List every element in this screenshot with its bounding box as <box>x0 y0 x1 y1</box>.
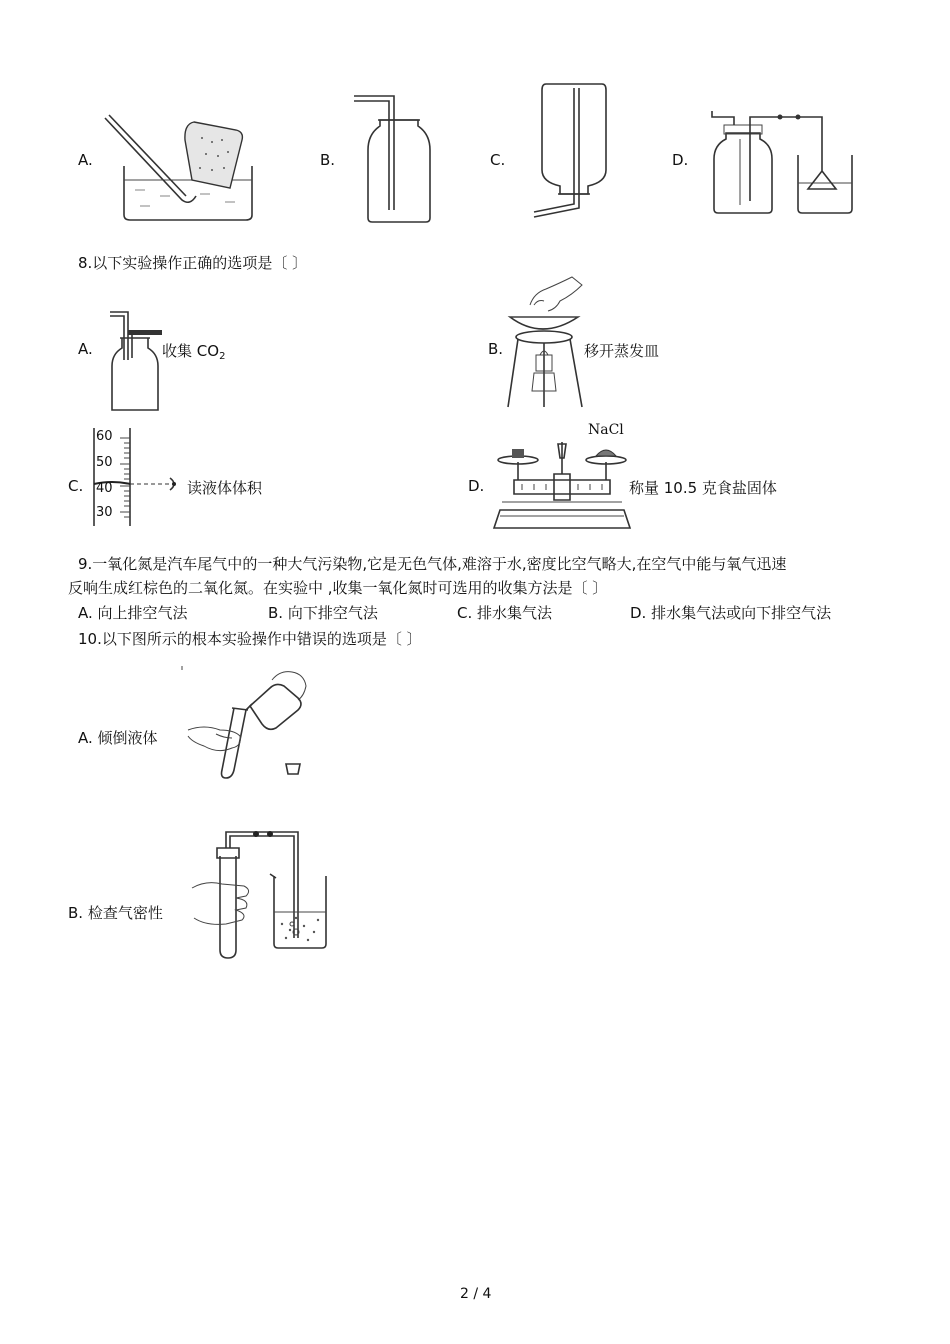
q9-option-a: A. 向上排空气法 <box>78 604 188 622</box>
q7-option-c-figure <box>530 78 620 218</box>
q8-option-d-text: 称量 10.5 克食盐固体 <box>629 479 777 497</box>
q7-option-b-letter: B. <box>320 151 336 169</box>
q8-option-c-tick-30: 30 <box>96 505 113 520</box>
q8-option-d-letter: D. <box>468 477 485 495</box>
q7-option-d-letter: D. <box>672 151 689 169</box>
q8-option-d-balance-figure <box>492 440 632 530</box>
q9-option-b: B. 向下排空气法 <box>268 604 378 622</box>
q8-option-a-text: 收集 $CO_2$ <box>162 342 226 362</box>
q10-option-b-airtightness-figure <box>186 828 331 960</box>
q9-stem-line2: 反响生成红棕色的二氧化氮。在实验中 ,收集一氧化氮时可选用的收集方法是〔 〕 <box>68 579 608 597</box>
q10-option-a-pouring-figure <box>180 660 310 782</box>
q10-option-b: B. 检查气密性 <box>68 904 163 922</box>
q7-option-a-figure <box>100 110 260 225</box>
q10-stem: 10.以下图所示的根本实验操作中错误的选项是〔 〕 <box>78 630 422 648</box>
q8-option-b-text: 移开蒸发皿 <box>584 342 660 360</box>
q7-option-d-figure <box>700 105 860 220</box>
q8-option-a-figure <box>108 308 168 414</box>
q9-option-c: C. 排水集气法 <box>457 604 553 622</box>
q7-option-b-figure <box>350 90 440 225</box>
q7-option-c-letter: C. <box>490 151 506 169</box>
q9-stem-line1: 9.一氧化氮是汽车尾气中的一种大气污染物,它是无色气体,难溶于水,密度比空气略大,在空气中能与氧气迅速 <box>78 555 787 573</box>
q7-option-a-letter: A. <box>78 151 93 169</box>
q8-option-c-tick-60: 60 <box>96 429 113 444</box>
q10-option-a: A. 倾倒液体 <box>78 729 158 747</box>
q8-option-a-letter: A. <box>78 340 93 358</box>
q8-option-c-text: 读液体体积 <box>187 479 263 497</box>
q8-option-b-letter: B. <box>488 340 504 358</box>
q9-option-d: D. 排水集气法或向下排空气法 <box>630 604 832 622</box>
q8-stem: 8.以下实验操作正确的选项是〔 〕 <box>78 254 308 272</box>
q8-option-d-nacl-label: NaCl <box>588 422 624 438</box>
q8-option-c-tick-40: 40 <box>96 481 113 496</box>
q8-option-c-letter: C. <box>68 477 84 495</box>
q8-option-b-figure <box>500 275 590 415</box>
q8-option-c-tick-50: 50 <box>96 455 113 470</box>
page-number: 2 / 4 <box>460 1286 492 1302</box>
